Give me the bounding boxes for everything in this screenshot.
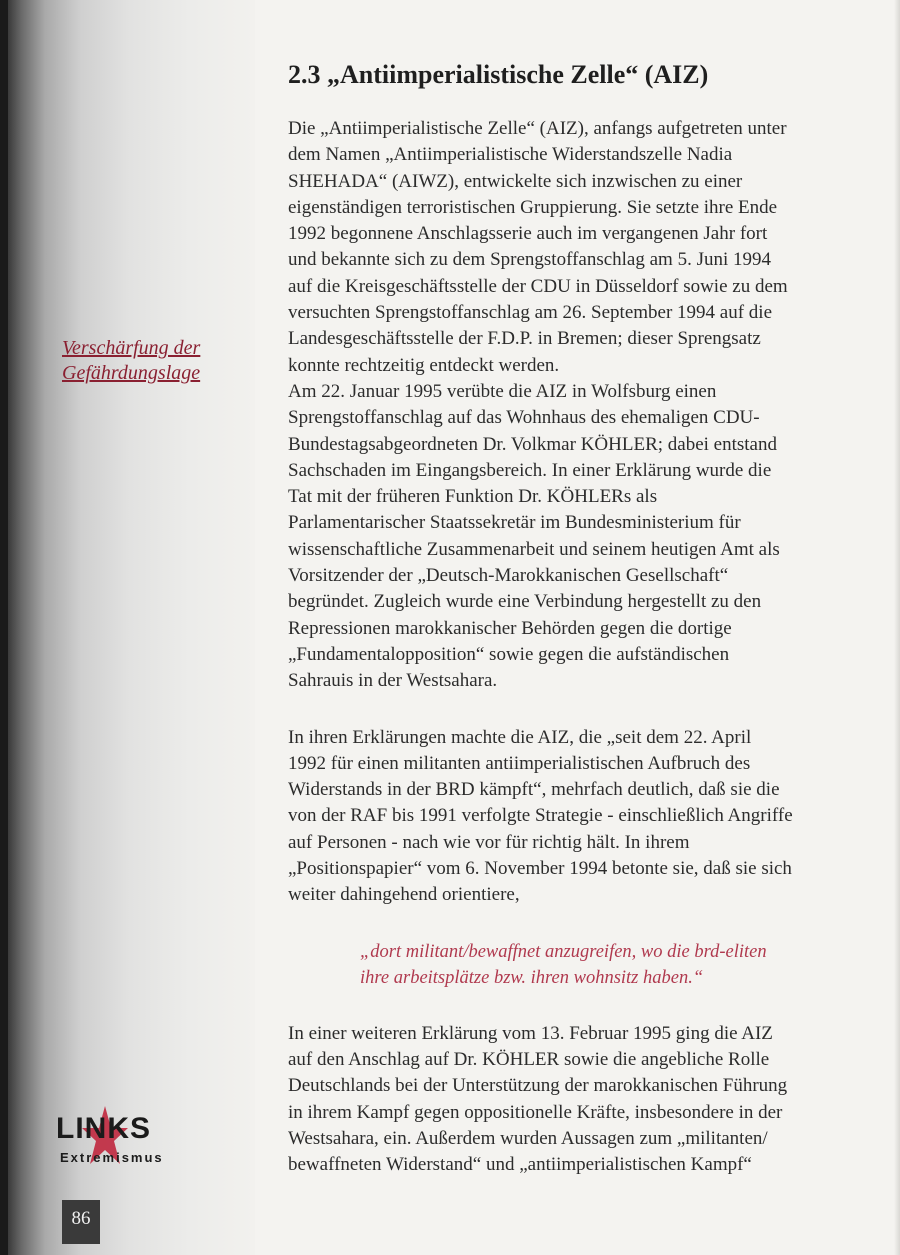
page-border — [0, 0, 8, 1255]
links-extremismus-logo — [56, 1112, 176, 1182]
section-heading: 2.3 „Antiimperialistische Zelle“ (AIZ) — [288, 60, 709, 89]
page-right-edge — [894, 0, 900, 1255]
paragraph-4: In einer weiteren Erklärung vom 13. Februar 1995 ging die AIZ auf den Anschlag auf Dr. KÖHLER sowie die angebliche Rolle Deutschlands bei der Unterstützung der marokkanischen Führung in ihrem Kampf gegen oppositionelle Kräfte, insbesondere in der Westsahara, ein. Außerdem wurden Aussagen zum „militanten/ bewaffneten Widerstand“ und „antiimperialistischen Kampf“ — [288, 1022, 788, 1176]
paragraph-1: Die „Antiimperialistische Zelle“ (AIZ), anfangs aufgetreten unter dem Namen „Antiimperialistische Widerstandszelle Nadia SHEHADA“ (AIWZ), entwickelte sich inzwischen zu einer eigenständigen terroristischen Gruppierung. Sie setzte ihre Ende 1992 begonnene Anschlagsserie auch im vergangenen Jahr fort und bekannte sich zu dem Sprengstoffanschlag am 5. Juni 1994 auf die Kreisgeschäftsstelle der CDU in Düsseldorf sowie zu dem versuchten Sprengstoffanschlag am 26. September 1994 auf die Landesgeschäftsstelle der F.D.P. in Bremen; dieser Sprengsatz konnte rechtzeitig entdeckt werden. — [288, 118, 788, 376]
page-number-box — [62, 1200, 100, 1244]
margin-strip — [0, 0, 255, 1255]
body-text — [288, 116, 793, 1178]
logo-word: LINKS — [56, 1112, 151, 1145]
margin-note-line-1: Verschärfung der — [62, 337, 201, 359]
block-quote: „dort militant/bewaffnet anzugreifen, wo die brd-eliten ihre arbeitsplätze bzw. ihren wohnsitz haben.“ — [360, 941, 767, 988]
logo-subtitle: Extremismus — [60, 1150, 164, 1165]
paragraph-2: Am 22. Januar 1995 verübte die AIZ in Wolfsburg einen Sprengstoffanschlag auf das Wohnhaus des ehemaligen CDU-Bundestagsabgeordneten Dr. Volkmar KÖHLER; dabei entstand Sachschaden im Eingangsbereich. In einer Erklärung wurde die Tat mit der früheren Funktion Dr. KÖHLERs als Parlamentarischer Staatssekretär im Bundesministerium für wissenschaftliche Zusammenarbeit und seinem heutigen Amt als Vorsitzender der „Deutsch-Marokkanischen Gesellschaft“ begründet. Zugleich wurde eine Verbindung hergestellt zu den Repressionen marokkanischer Behörden gegen die dortige „Fundamentalopposition“ sowie gegen die aufständischen Sahrauis in der Westsahara. — [288, 380, 780, 692]
margin-note-line-2: Gefährdungslage — [62, 362, 201, 384]
page-number: 86 — [71, 1208, 91, 1229]
paragraph-3: In ihren Erklärungen machte die AIZ, die „seit dem 22. April 1992 für einen militanten antiimperialistischen Aufbruch des Widerstands in der BRD kämpft“, mehrfach deutlich, daß sie die von der RAF bis 1991 verfolgte Strategie - einschließlich Angriffe auf Personen - nach wie vor für richtig hält. In ihrem „Positionspapier“ vom 6. November 1994 betonte sie, daß sie sich weiter dahingehend orientiere, — [288, 726, 793, 906]
margin-note — [62, 336, 242, 386]
